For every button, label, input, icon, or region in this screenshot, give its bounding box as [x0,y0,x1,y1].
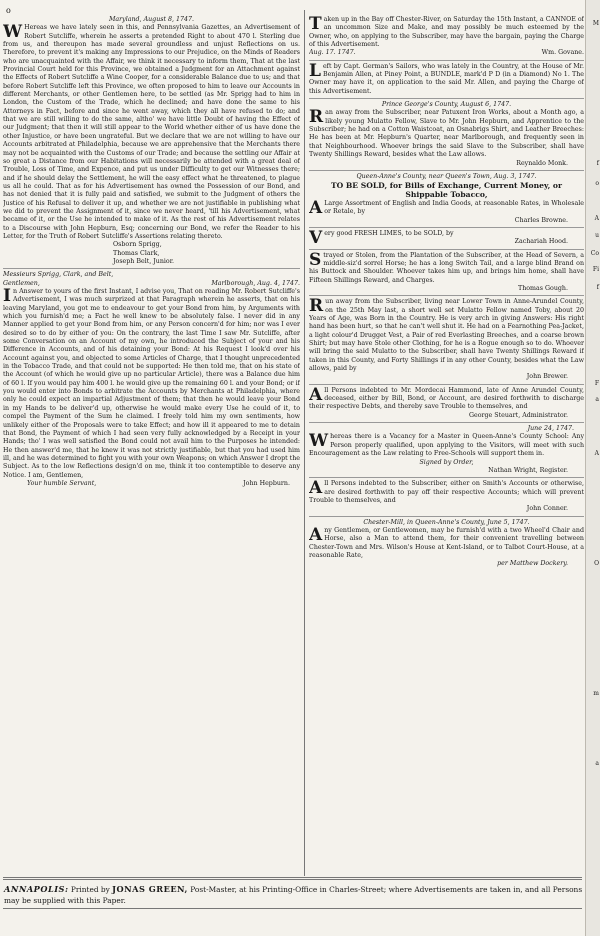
advertisement-body: A Large Assortment of English and India Goods, at reasonable Rates, in Wholesale or Retale, by [309,197,584,218]
drop-cap: A [309,384,323,405]
imprint-printer: JONAS GREEN, [112,884,188,894]
advertisement-body: All Persons indebted to the Subscriber, either on Smith's Accounts or otherwise, are desired forthwith to pay off their respective Accounts; which will prevent Trouble to themselves, and [309,478,584,504]
advertisement-body: All Persons indebted to Mr. Mordecai Hammond, late of Anne Arundel County, deceased, either by Bill, Bond, or Account, are desired forthwith to discharge their respective Debts, and thereby save Trouble to themselves, and [309,384,584,411]
column-divider [304,10,305,876]
horse-advertisement [309,249,584,294]
runaway-toby-advertisement [309,295,584,381]
signer: Zachariah Hood. [514,238,568,246]
signer: Nathan Wright, Register. [488,466,568,474]
closing: Your humble Servant, [27,479,97,487]
advertisement-body: Taken up in the Bay off Chester-River, on Saturday the 15th Instant, a CANNOE of an uncommon Size and Make, and may possibly be much esteemed by the Owner, who, on applying to the Subscriber, may have the bargain, paying the Charge of this Advertisement. [309,16,584,49]
edge-fragment: u [595,232,599,239]
dateline: Marlborough, Aug. 4, 1747. [211,279,300,287]
signer: Charles Browne. [514,216,568,224]
cannoe-advertisement [309,16,584,58]
edge-fragment: A [594,450,599,457]
imprint-rule-bottom [3,908,582,909]
signed-by-order: Signed by Order, [419,458,474,466]
edge-fragment: F [594,380,599,387]
edge-fragment: a [595,396,599,403]
advertisement-body: W Hereas we have lately seen in this, and Pennsylvania Gazettes, an Advertisement of Robert Sutcliffe, wherein he asserts a pretended Right to about 470 l. Sterling due from us, and thereupon has made several groundless and unjust Reflections on us. Therefore, to prevent it's making any Impressions to our Prejudice, on the Minds of Readers who are unacquainted with the Affair, we think it necessary to inform them, That at the last Provincial Court held for this Province, we obtained a Judgment for an Attachment against the Effects of Robert Sutcliffe a Wine Cooper, for a considerable Balance due to us; and that before Robert Sutcliffe left this Province, we often proposed to him to leave our Accounts in different Merchants, or other Gentlemen here, to be settled (as Mr. Sprigg had to him in London, the Custom of the Trade, which he declined; and have done the same to his Attorneys in Fact, before and since he went away, which they all have refused to do; and that we are still willing to do the same, altho' we have little Doubt of having the Effect of our Judgment; that then it will still appear to the World whether either of us have done the other Injustice, or have been ungrateful. But we declare that we are not willing to have our Accounts arbitrated at Philadelphia, because we are apprehensive that the Merchants there may not be acquainted with the Customs of our Trade; and because the settling our Affair at so great a Distance from our Habitations will necessarily be attended with a great deal of Trouble, Loss of Time, and Expence, and put us under Difficulty to get our Witnesses there; and if he should delay the Settlement, he will the easy effect what he threatened, to plague us all he could. That as for his Advertisement has owned the Possession of our Bond, and has not denied that it is fully paid and satisfied, we submit to the Judgment of others the Justice of his Refusal to deliver it up, and whether we are not justifiable in publishing what we did to prevent the Assignment of it, since we never heard, 'till his Advertisement, what became of it, or the Use he intended to make of it. As the rest of his Advertisement relates to a Discourse with John Hepburn, Esq; concerning our Bond, we refer the Reader to his Letter, for the Truth of Robert Sutcliffe's Assertions relating thereto. [3,22,300,240]
imprint-text: Post-Master, at his Printing-Office in Charles-Street; where Advertisements are taken in, and all Persons may be supplied with this Paper. [4,885,583,905]
date: Aug. 17. 1747. [309,49,356,57]
advertisement-body: Left by Capt. German's Sailors, who was lately in the Country, at the House of Mr. Benjamin Allen, at Piney Point, a BUNDLE, mark'd P D (in a Diamond) No 1. The Owner may have it, on application to the said Mr. Allen, and paying the Charge of this Advertisement. [309,60,584,95]
edge-fragment: o [595,180,599,187]
page-number: o [6,6,11,15]
school-notice [309,422,584,475]
adjacent-page-edge [585,0,600,936]
hammond-estate-notice [309,384,584,420]
drop-cap: L [309,60,321,81]
dateline: Prince George's County, August 6, 1747. [381,101,512,109]
advertisement-body: Any Gentlemen, or Gentlewomen, may be furnish'd with a two Wheel'd Chair and Horse, also a Man to attend them, for their convenient travelling between Chester-Town and Mrs. Wilson's House at Kent-Island, or to Talbot Court-House, at a reasonable Rate, [309,524,584,559]
signer: per Matthew Dockery. [497,560,568,568]
bundle-advertisement [309,60,584,96]
edge-fragment: f [596,284,599,291]
signer: George Steuart, Administrator. [468,411,568,419]
letter-heading [3,280,300,288]
advertisement-body: Very good FRESH LIMES, to be SOLD, by [309,227,454,248]
signature-block [113,241,300,266]
signer: John Brewer. [526,373,568,381]
imprint-text: Printed by [70,885,110,894]
letter-closing [3,480,300,488]
dateline: Queen-Anne's County, near Queen's Town, Aug. 3, 1747. [356,172,537,180]
right-column [309,16,584,874]
signer: Reynaldo Monk. [516,159,568,167]
goods-advertisement [309,170,584,225]
edge-fragment: O [594,560,599,567]
dateline: Chester-Mill, in Queen-Anne's County, June 5, 1747. [363,518,530,526]
drop-cap: A [309,197,323,218]
conner-notice [309,477,584,513]
salutation: Messieurs Sprigg, Clark, and Belt, [3,271,114,279]
drop-cap: A [309,478,323,499]
signer: Wm. Govane. [541,49,584,57]
signer: Thomas Gough. [518,284,568,292]
imprint-place: ANNAPOLIS: [4,884,69,894]
hepburn-letter [3,268,300,488]
signer: John Conner. [526,505,568,513]
drop-cap: W [309,431,329,452]
drop-cap: R [309,296,324,317]
edge-fragment: M [592,20,599,27]
headline: TO BE SOLD, for Bills of Exchange, Current Money, or Shippable Tobacco, [330,181,562,199]
edge-fragment: A [594,215,599,222]
signature: Joseph Belt, Junior. [113,257,175,265]
signer: John Hepburn. [243,479,290,487]
imprint-rule-top-inner [3,879,582,880]
edge-fragment: a [595,760,599,767]
edge-fragment: m [593,690,599,697]
advertisement-body: Ran away from the Subscriber, near Patuxent Iron Works, about a Month ago, a likely young Mulatto Fellow, Slave to Mr. John Hepburn, and Apprentice to the Subscriber; he had on a Cotton Waistcoat, an Osnabrigs Shirt, and Leather Breeches: He has been at Mr. Hepburn's Quarter, near Marlborough, and frequently seen in that Neighbourhood. Whoever brings the said Slave to the Subscriber, shall have Twenty Shillings Reward, besides what the Law allows. [309,107,584,159]
left-column [3,16,300,874]
advertisement-body: Whereas there is a Vacancy for a Master in Queen-Anne's County School: Any Person properly qualified, upon applying to the Visitors, will meet with such Encouragement as the Law relating to Free-Schools will support them in. [309,431,584,458]
chair-hire-advertisement [309,516,584,569]
limes-advertisement [309,227,584,247]
drop-cap: S [309,249,322,270]
signature: Thomas Clark, [113,249,160,257]
printer-imprint [4,884,584,906]
advertisement-body: Run away from the Subscriber, living near Lower Town in Anne-Arundel County, on the 25th May last, a short well set Mulatto Fellow named Toby, about 20 Years of Age, was Born in the Country. He is very arch in giving Answers: His right hand has been hurt, so that he can't well shut it. He had on a Fearnothing Pea-Jacket, a light colour'd Drugget Vest, a Pair of red Everlasting Breeches, and a coarse brown Shirt; but may have Stole other Clothing, for he is a Rogue enough so to do. Whoever will bring the said Mulatto to the Subscriber, shall have Twenty Shillings Reward if taken in this County, and Forty Shillings if in any other County, besides what the Law allows, paid by [309,296,584,373]
drop-cap: T [309,16,322,34]
date: June 24, 1747. [527,425,574,433]
drop-cap: R [309,107,324,128]
runaway-advertisement [309,98,584,168]
edge-fragment: Fi [592,266,599,273]
imprint-rule-top [3,877,582,878]
drop-cap: A [309,524,323,545]
drop-cap: W [3,22,23,43]
edge-fragment: Co [590,250,599,257]
signature: Osborn Sprigg, [113,241,162,249]
advertisement-footer [309,49,584,57]
letter-body: In Answer to yours of the first Instant, I advise you, That on reading Mr. Robert Sutcliffe's Advertisement, I was much surprized at that Paragraph wherein he asserts, that on his leaving Maryland, you got me to endeavour to get your Bond from him, by Arguments with which you furnish'd me; a Fact he well knew to be absolutely false. I never did in any Manner applied to get your Bond from him, or any Person concern'd for him; nor was I ever desired so to do by either of you: On the contrary, the last Time I saw Mr. Sutcliffe, after some Conversation on an Account of my own, he introduced the Subject of your and his Difference in Accounts, and of his detaining your Bond: At his Request I look'd over his Account against you, and objected to some Articles of Charge, that I thought unprecedented in the Tobacco Trade, and that could not be supported: He then told me, that on his state of the Account (of which he would give up no particular Article), there was a Balance due him of 60 l. If you would pay him 400 l. he would give up the remaining 60 l. and your Bond; or if you would enter into Bonds to arbitrate the Accounts by Merchants at Philadelphia, where only he could expect an impartial Adjustment of them; that then he would leave your Bond in my Hands to be deliver'd up, otherwise he would make every Use he could of it, to compel the Payment of the Sum he claimed. I freely told him my own sentiments, how unlikely either of the Proposals were to take Effect; and how ill it appeared to me to detain that Bond, the Payment of which I had seen very fully acknowledged by a Receipt in your Hands; tho' I was well satisfied the Bond could not avail him to the Purposes he intended: He then answer'd me, that he knew it was not strictly justifiable, but that you had used him ill, and he was determined to fight you with your own Weapons; on which Answer I dropt the Subject. As to the low Reflections design'd on me, think it too contemptible to deserve any Notice. I am, Gentlemen, [3,286,300,479]
dateline: Maryland, August 8, 1747. [108,16,195,23]
drop-cap: V [309,227,323,248]
sprigg-advertisement [3,16,300,266]
salutation-2: Gentlemen, [3,279,40,287]
edge-fragment: f [596,160,599,167]
advertisement-body: Strayed or Stolen, from the Plantation of the Subscriber, at the Head of Severn, a middle-siz'd sorrel Horse; he has a long Switch Tail, and a large blind Brand on his Buttock and Shoulder. Whoever takes him up, and brings him home, shall have Fifteen Shillings Reward, and Charges. [309,249,584,284]
drop-cap: I [3,286,11,306]
